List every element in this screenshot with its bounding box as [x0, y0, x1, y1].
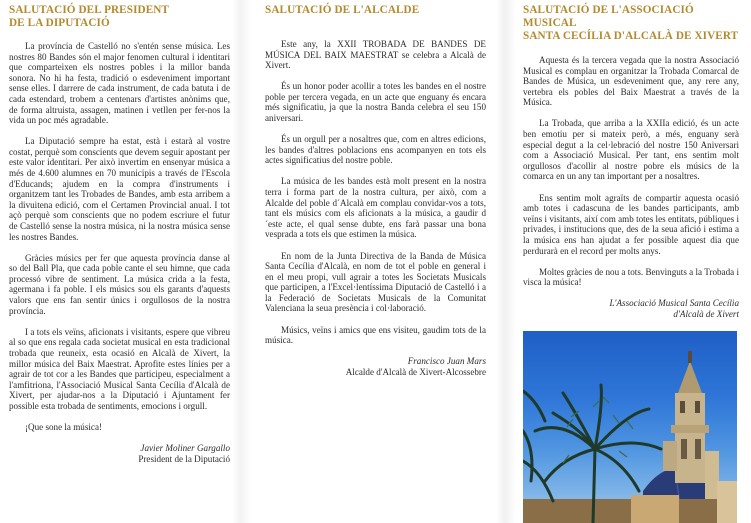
heading-line: DE LA DIPUTACIÓ [9, 17, 110, 29]
heading-line: SALUTACIÓ DEL PRESIDENT [9, 4, 169, 16]
president-greeting-column [9, 0, 230, 465]
paragraph: I a tots els veïns, aficionats i visitants, espere que vibreu al so que ens regala cada societat musical en esta tradicional trobada que reuneix, esta ocasió en Alcalà de Xivert, la millor música del Baix Maestrat. Aprofite estes línies per a agrair de tot cor a les Bandes que participeu, especialment a l'amfitriona, l'Associació Musical Santa Cecília d'Alcalà de Xivert, per ajudar-nos a la Diputació i Ajuntament fer possible esta trobada de sentiments, emocions i orgull. [9, 326, 230, 411]
president-signature [9, 443, 230, 465]
signature-name-line: L'Associació Musical Santa Cecília [609, 298, 739, 309]
signature-name: Javier Moliner Gargallo [140, 443, 230, 454]
closing-exclamation: ¡Que sone la música! [25, 422, 103, 432]
mayor-greeting-body [265, 39, 486, 346]
paragraph: Gràcies músics per fer que aquesta província danse al so del Ball Pla, que cada poble cante el seu himne, que cada processó vibre de sentiment. La música crida a la festa, agermana i fa poble. I els músics sou els garants d'aquests valors que ens fan sentir únics i orgullosos de la nostra província. [9, 252, 230, 316]
paragraph: Músics, veïns i amics que ens visiteu, gaudim tots de la música. [265, 324, 486, 346]
mayor-greeting-column [265, 0, 486, 378]
heading-line: SALUTACIÓ DE L'ASSOCIACIÓ MUSICAL [523, 4, 694, 29]
heading-line: SALUTACIÓ DE L'ALCALDE [265, 4, 420, 16]
paragraph: La música de les bandes està molt present en la nostra terra i forma part de la nostra cultura, per això, com a Alcalde del poble d´Alcalà em complau convidar-vos a tots, tant els músics com els aficionats a la música, a gaudir d´este acte, el qual sense dubte, ens farà passar una bona vesprada a tots els que estimen la música. [265, 176, 486, 240]
association-greeting-heading [523, 4, 739, 43]
signature-name-line: d'Alcalà de Xivert [673, 309, 739, 320]
building-base [523, 499, 737, 523]
mayor-greeting-heading [265, 4, 486, 17]
paragraph: En nom de la Junta Directiva de la Banda de Música Santa Cecília d'Alcalà, en nom de tot el poble en general i en el meu propi, vull agrair a totes les Societats Musicals que participen, a l'Excel·lentíssima Diputació de Castelló i a la Federació de Societats Musicals de la Comunitat Valenciana la seua presència i col·laboració. [265, 250, 486, 314]
president-greeting-body [9, 41, 230, 433]
paragraph: La Diputació sempre ha estat, està i estarà al vostre costat, perquè som conscients que devem seguir apostant per este valor identitari. Per això invertim en ensenyar música a més de 4.600 alumnes en 70 municipis a través de l'Escola d'Educands; ajudem en la compra d'instruments i organitzem tant les Trobades de Bandes, amb esta arribem a la divuitena edició, com el Certamen Provincial anual. I tot açò perquè som conscients que no podem escriure el futur de Castelló sense la nostra música, ni la nostra música sense les nostres Bandes. [9, 136, 230, 242]
president-greeting-heading [9, 4, 230, 30]
paragraph: Aquesta és la tercera vegada que la nostra Associació Musical es complau en organitzar la Trobada Comarcal de Bandes de Música, un esdeveniment que, any rere any, vertebra els pobles del Baix Maestrat a través de la Música. [523, 55, 739, 108]
paragraph: La Trobada, que arriba a la XXIIa edició, és un acte ben emotiu per si mateix però, a més, enguany serà especial degut a la cel·lebració del nostre 150 Aniversari com a Associació Musical. Per tant, ens sentim molt orgullosos d'acollir al nostre pobre els músics de la comarca en un any tan important per a nosaltres. [523, 118, 739, 182]
paragraph: És un honor poder acollir a totes les bandes en el nostre poble per tercera vegada, en un acte que enguany és encara més significatiu, ja que la nostra Banda celebra el seu 150 aniversari. [265, 81, 486, 124]
paragraph: La província de Castelló no s'entén sense música. Les nostres 80 Bandes són el major fenomen cultural i identitari que comparteixen els nostres pobles i la millor banda sonora. No hi ha festa, tradició o esdeveniment important sense elles. I darrere de cada instrument, de cada batuta i de cada estendard, trobem a centenars d'artistes anònims que, de forma altruista, assagen, matinen i vetllen per fer-nos la vida un poc més agradable. [9, 41, 230, 126]
association-signature [523, 298, 739, 320]
paragraph: Moltes gràcies de nou a tots. Benvinguts a la Trobada i visca la música! [523, 266, 739, 288]
paragraph: Este any, la XXII TROBADA DE BANDES DE MÚSICA DEL BAIX MAESTRAT se celebra a Alcalà de Xivert. [265, 39, 486, 71]
signature-title: Alcalde d'Alcalà de Xivert-Alcossebre [345, 367, 486, 378]
church-tower-photo [523, 331, 737, 523]
mayor-signature [265, 356, 486, 378]
heading-line: SANTA CECÍLIA D'ALCALÀ DE XIVERT [523, 30, 739, 42]
paragraph: És un orgull per a nosaltres que, com en altres edicions, les bandes d'altres poblacions ens acompanyen en tots els actes significatius del nostre poble. [265, 134, 486, 166]
paragraph: Ens sentim molt agraïts de compartir aquesta ocasió amb totes i cadascuna de les bandes participants, amb veïns i visitants, així com amb totes les entitats, públiques i privades, i institucions que, des de la seua afició i estima a la música ens han ajudat a fer possible aquest dia que perdurarà en el record per molts anys. [523, 192, 739, 256]
signature-title: President de la Diputació [138, 454, 230, 465]
association-greeting-body [523, 55, 739, 288]
church-tower-illustration [523, 331, 737, 523]
signature-name: Francisco Juan Mars [407, 356, 486, 367]
association-greeting-column [523, 0, 739, 320]
